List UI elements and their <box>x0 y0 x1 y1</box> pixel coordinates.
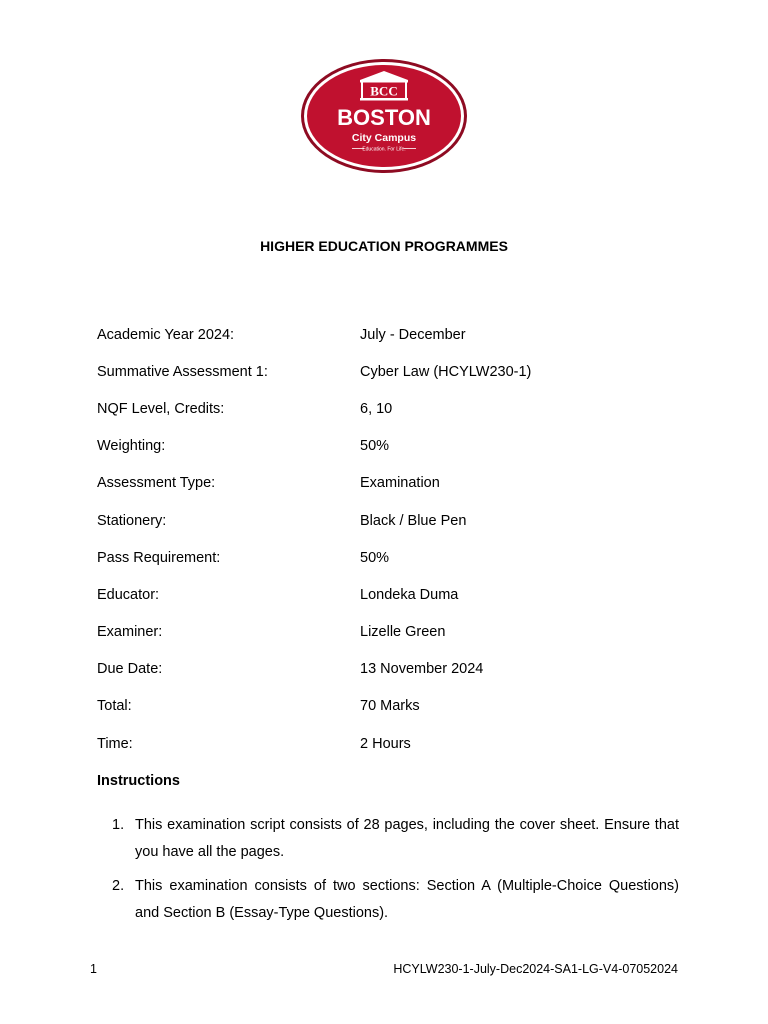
list-item-text: This examination script consists of 28 pages, including the cover sheet. Ensure that you have all the pages. <box>135 817 679 860</box>
detail-label: Stationery: <box>97 512 167 529</box>
detail-row <box>97 316 687 353</box>
detail-value: July - December <box>360 326 466 343</box>
detail-label: Educator: <box>97 586 160 603</box>
logo-subtitle: City Campus <box>351 132 417 144</box>
detail-row <box>97 390 687 427</box>
detail-value: Black / Blue Pen <box>360 512 467 529</box>
instructions-title: Instructions <box>97 773 180 789</box>
detail-label: Due Date: <box>97 661 163 678</box>
detail-value: 6, 10 <box>360 400 393 417</box>
detail-row <box>97 353 687 390</box>
detail-label: Examiner: <box>97 624 163 641</box>
list-item <box>97 873 679 927</box>
detail-label: NQF Level, Credits: <box>97 400 225 417</box>
list-item <box>97 812 679 866</box>
detail-value: 13 November 2024 <box>360 661 484 678</box>
detail-label: Pass Requirement: <box>97 549 221 566</box>
detail-label: Weighting: <box>97 438 166 455</box>
detail-row <box>97 502 687 539</box>
detail-value: 50% <box>360 438 390 455</box>
detail-label: Academic Year 2024: <box>97 326 235 343</box>
logo-name: BOSTON <box>337 105 431 130</box>
logo-initials: BCC <box>370 83 398 99</box>
detail-value: 70 Marks <box>360 698 420 715</box>
detail-row <box>97 651 687 688</box>
detail-value: 50% <box>360 549 390 566</box>
detail-row <box>97 614 687 651</box>
logo-tagline: Education. For Life. <box>362 146 406 153</box>
logo-emblem <box>300 58 468 174</box>
list-item-text: This examination consists of two sections: Section A (Multiple-Choice Questions) and Section B (Essay-Type Questions). <box>135 878 679 921</box>
page-heading: HIGHER EDUCATION PROGRAMMES <box>260 238 508 254</box>
detail-row <box>97 428 687 465</box>
detail-row <box>97 688 687 725</box>
detail-row <box>97 539 687 576</box>
detail-label: Assessment Type: <box>97 475 216 492</box>
document-code: HCYLW230-1-July-Dec2024-SA1-LG-V4-07052024 <box>393 962 678 976</box>
detail-value: 2 Hours <box>360 735 411 752</box>
instructions-list <box>97 812 679 934</box>
detail-row <box>97 576 687 613</box>
boston-city-campus-logo <box>300 58 468 174</box>
detail-row <box>97 465 687 502</box>
detail-label: Time: <box>97 735 133 752</box>
page-footer <box>90 962 678 976</box>
detail-label: Summative Assessment 1: <box>97 363 268 380</box>
list-item-number: 1. <box>112 817 125 833</box>
detail-row <box>97 725 687 762</box>
list-item-number: 2. <box>112 878 125 894</box>
page-number: 1 <box>90 962 97 976</box>
assessment-details <box>97 316 687 762</box>
detail-value: Examination <box>360 475 440 492</box>
detail-value: Lizelle Green <box>360 624 446 641</box>
detail-value: Londeka Duma <box>360 586 459 603</box>
detail-value: Cyber Law (HCYLW230-1) <box>360 363 532 380</box>
detail-label: Total: <box>97 698 132 715</box>
